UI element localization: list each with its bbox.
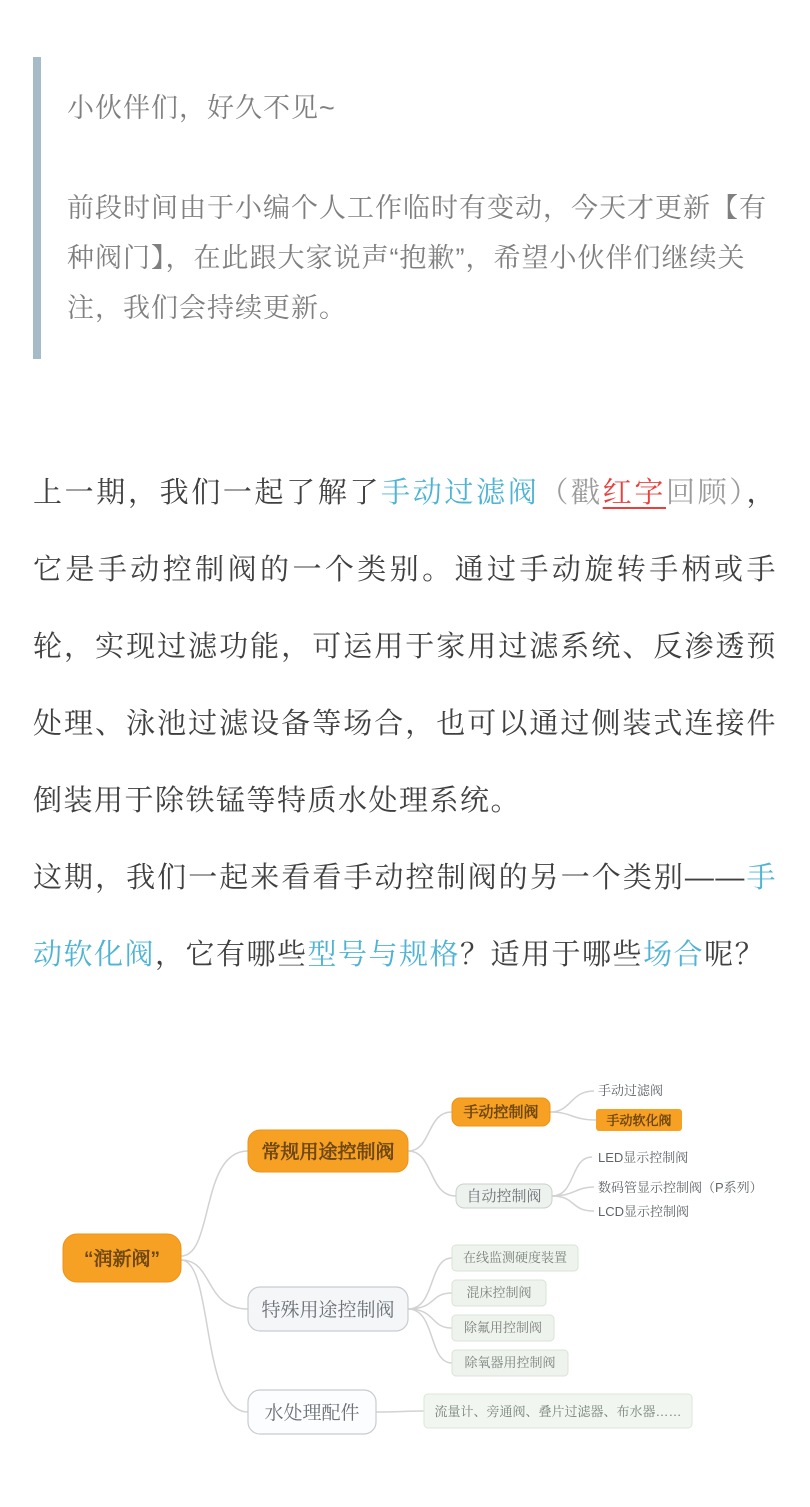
link-manual-filter-valve[interactable]: 手动过滤阀 [381, 477, 540, 509]
branch-general-label: 常规用途控制阀 [261, 1142, 395, 1163]
leaf-digital-valve: 数码管显示控制阀（P系列） [598, 1180, 763, 1195]
root-node-label: “润新阀” [83, 1249, 161, 1270]
leaf-deaerator-valve: 除氧器用控制阀 [464, 1355, 556, 1370]
paragraph-topic [33, 840, 777, 994]
text-run: 回顾） [665, 477, 747, 509]
link-red-text[interactable]: 红字 [602, 477, 666, 509]
text-run: 呢？ [704, 939, 766, 971]
link-manual-softener-valve[interactable]: 手动软化阀 [33, 862, 777, 971]
link-models-specs[interactable]: 型号与规格 [307, 939, 461, 971]
text-run: （戳 [539, 477, 603, 509]
mindmap-branch-general [248, 1083, 763, 1219]
quote-paragraph-1: 小伙伴们，好久不见~ [67, 93, 336, 123]
mindmap-branch-special [248, 1245, 578, 1376]
leaf-accessories-list: 流量计、旁通阀、叠片过滤器、布水器…… [434, 1404, 682, 1419]
quote-paragraph-2: 前段时间由于小编个人工作临时有变动，今天才更新【有种阀门】，在此跟大家说声“抱歉”，希望小伙伴们继续关注，我们会持续更新。 [67, 193, 767, 323]
text-run: 这期，我们一起来看看手动控制阀的另一个类别—— [33, 862, 746, 894]
node-manual-control-label: 手动控制阀 [463, 1104, 539, 1121]
leaf-manual-softener-valve: 手动软化阀 [606, 1113, 672, 1128]
leaf-led-valve: LED显示控制阀 [598, 1150, 689, 1165]
text-run: ，它有哪些 [155, 939, 308, 971]
mindmap-figure [0, 1052, 810, 1482]
node-auto-control-label: 自动控制阀 [466, 1188, 542, 1205]
leaf-lcd-valve: LCD显示控制阀 [598, 1204, 690, 1219]
mindmap-image [0, 1052, 810, 1482]
text-run: ，它是手动控制阀的一个类别。通过手动旋转手柄或手轮，实现过滤功能，可运用于家用过滤系统、反渗透预处理、泳池过滤设备等场合，也可以通过侧装式连接件倒装用于除铁锰等特质水处理系统。 [33, 477, 777, 817]
quote-block [33, 57, 777, 359]
link-applications[interactable]: 场合 [643, 939, 705, 971]
leaf-manual-filter-valve: 手动过滤阀 [598, 1083, 664, 1098]
branch-special-label: 特殊用途控制阀 [261, 1300, 395, 1321]
branch-accessories-label: 水处理配件 [264, 1403, 360, 1424]
leaf-mixed-bed-valve: 混床控制阀 [466, 1285, 532, 1300]
mindmap-branch-accessories [248, 1390, 692, 1434]
leaf-defluorination-valve: 除氟用控制阀 [463, 1320, 543, 1335]
text-run: ？适用于哪些 [460, 939, 644, 971]
paragraph-intro [33, 455, 777, 840]
leaf-hardness-monitor: 在线监测硬度装置 [462, 1250, 568, 1265]
mindmap-root-node [63, 1234, 181, 1282]
text-run: 上一期，我们一起了解了 [33, 477, 382, 509]
